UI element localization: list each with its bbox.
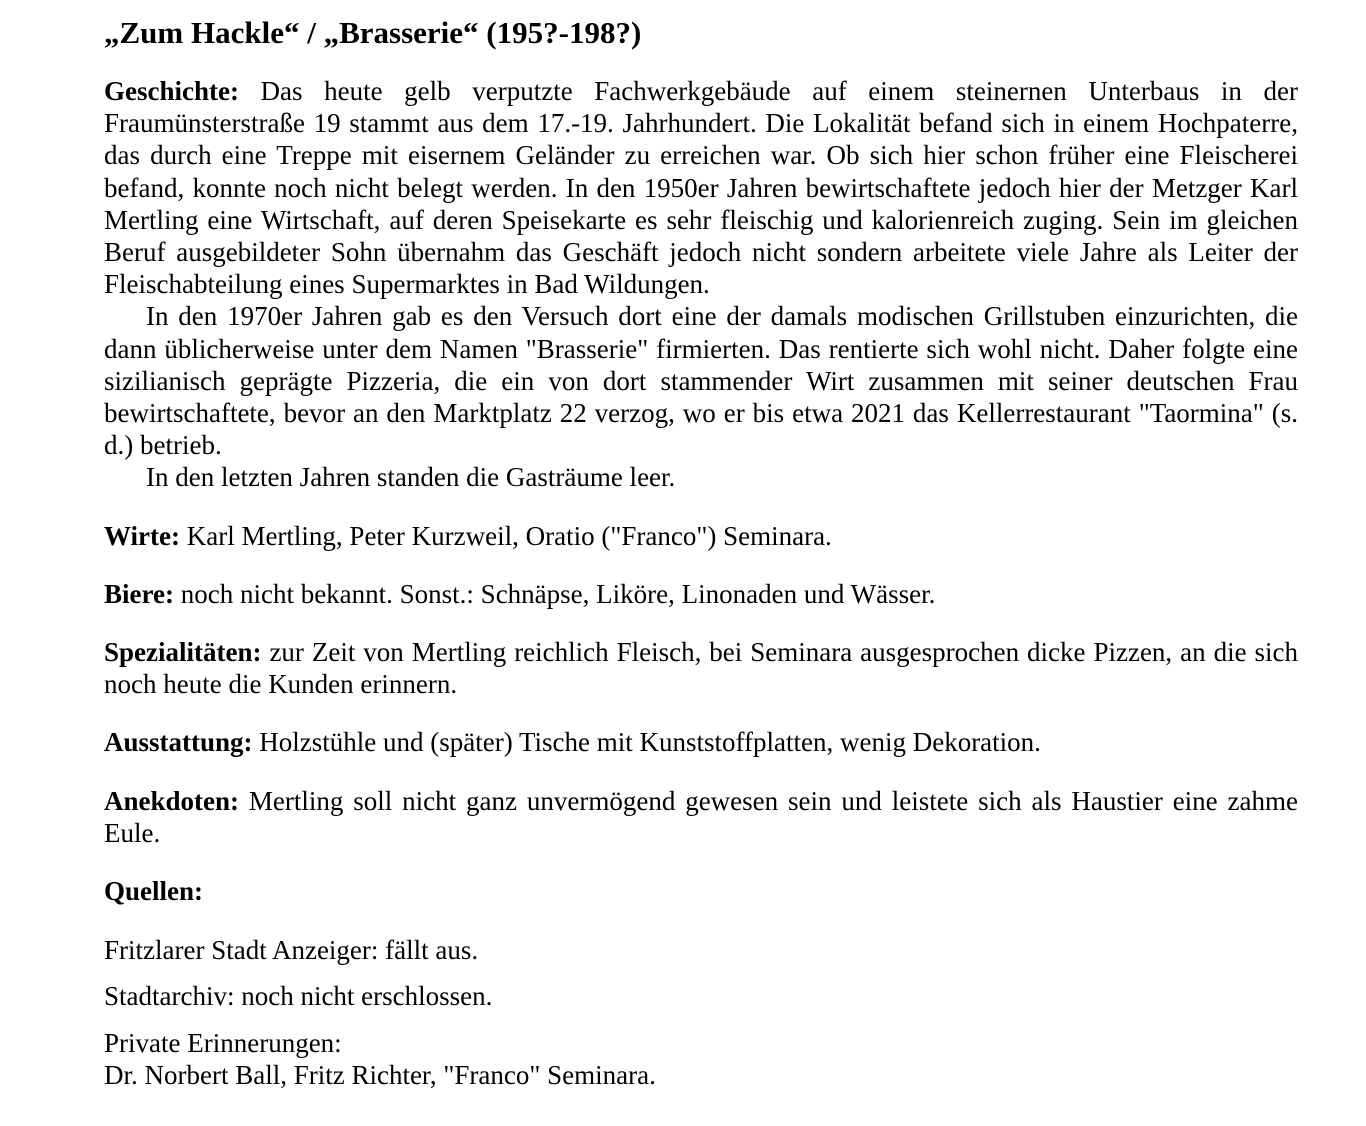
specialties-section <box>104 636 1298 700</box>
beers-text: noch nicht bekannt. Sonst.: Schnäpse, Liköre, Linonaden und Wässer. <box>173 578 936 609</box>
beers-label: Biere: <box>104 578 174 609</box>
anecdotes-text: Mertling soll nicht ganz unvermögend gewesen sein und leistete sich als Haustier eine zahme Eule. <box>104 785 1298 848</box>
sources-section <box>104 875 1298 1091</box>
specialties-label: Spezialitäten: <box>104 637 262 668</box>
history-paragraph-1 <box>104 75 1298 300</box>
beers-section <box>104 578 1298 610</box>
history-text: Das heute gelb verputzte Fachwerkgebäude auf einem steinernen Unterbaus in der Fraumünsterstraße 19 stammt aus dem 17.-19. Jahrhundert. Die Lokalität befand sich in einem Hochpaterre, das durch eine Treppe mit eisernem Geländer zu erreichen war. Ob sich hier schon früher eine Fleischerei befand, konnte noch nicht belegt werden. In den 1950er Jahren bewirtschaftete jedoch hier der Metzger Karl Mertling eine Wirtschaft, auf deren Speisekarte es sehr fleischig und kalorienreich zuging. Sein im gleichen Beruf ausgebildeter Sohn übernahm das Geschäft jedoch nicht sondern arbeitete viele Jahre als Leiter der Fleischabteilung eines Supermarktes in Bad Wildungen. <box>104 76 1298 300</box>
anecdotes-section <box>104 785 1298 849</box>
hosts-label: Wirte: <box>104 520 180 551</box>
specialties-text: zur Zeit von Mertling reichlich Fleisch, bei Seminara ausgesprochen dicke Pizzen, an die sich noch heute die Kunden erinnern. <box>104 637 1298 700</box>
history-label: Geschichte: <box>104 76 239 106</box>
anecdotes-label: Anekdoten: <box>104 785 240 816</box>
sources-title: Quellen: <box>104 876 203 907</box>
history-paragraph-2: In den 1970er Jahren gab es den Versuch dort eine der damals modischen Grillstuben einzurichten, die dann üblicherweise unter dem Namen "Brasserie" firmierten. Das rentierte sich wohl nicht. Daher folgte eine sizilianisch geprägte Pizzeria, die ein von dort stammender Wirt zusammen mit seiner deutschen Frau bewirtschaftete, bevor an den Marktplatz 22 verzog, wo er bis etwa 2021 das Kellerrestaurant "Taormina" (s. d.) betrieb. <box>104 301 1298 461</box>
furnishing-label: Ausstattung: <box>104 727 253 758</box>
hosts-section <box>104 520 1298 552</box>
furnishing-text: Holzstühle und (später) Tische mit Kunststoffplatten, wenig Dekoration. <box>252 727 1041 758</box>
source-private-names: Dr. Norbert Ball, Fritz Richter, "Franco" Seminara. <box>104 1059 656 1090</box>
source-private-label: Private Erinnerungen: <box>104 1027 342 1058</box>
source-item-stadtarchiv: Stadtarchiv: noch nicht erschlossen. <box>104 981 493 1012</box>
history-paragraph-3: In den letzten Jahren standen die Gasträume leer. <box>146 462 676 493</box>
history-section <box>104 75 1298 494</box>
hosts-text: Karl Mertling, Peter Kurzweil, Oratio ("Franco") Seminara. <box>179 520 832 551</box>
furnishing-section <box>104 726 1298 758</box>
source-item-stadtanzeiger: Fritzlarer Stadt Anzeiger: fällt aus. <box>104 935 479 966</box>
page-title: „Zum Hackle“ / „Brasserie“ (195?-198?) <box>104 15 642 50</box>
